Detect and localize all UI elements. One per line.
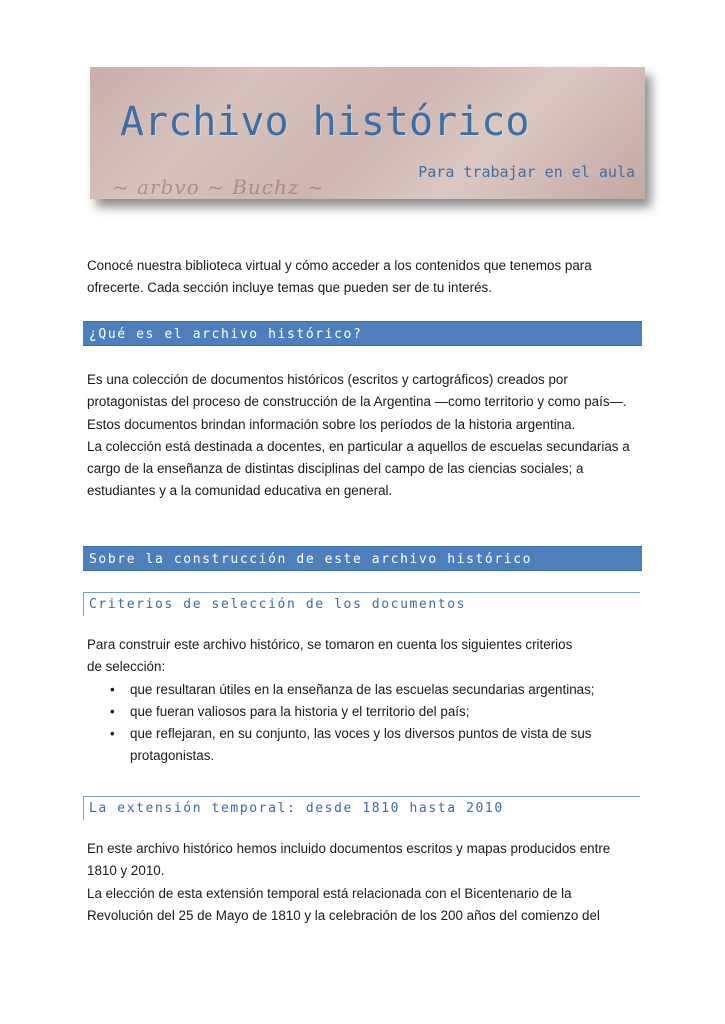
list-item: • que fueran valiosos para la historia y el territorio del país; xyxy=(87,701,647,723)
text-line: La elección de esta extensión temporal está relacionada con el Bicentenario de la xyxy=(87,885,572,901)
header-banner xyxy=(90,67,645,199)
text-line: ofrecerte. Cada sección incluye temas que pueden ser de tu interés. xyxy=(87,280,492,296)
banner-handwriting-decoration: ~ arbvo ~ Buchz ~ xyxy=(112,175,325,199)
list-item: • que reflejaran, en su conjunto, las voces y los diversos puntos de vista de sus xyxy=(87,723,647,745)
banner-title: Archivo histórico xyxy=(120,99,530,145)
text-line: estudiantes y a la comunidad educativa en general. xyxy=(87,483,393,499)
text-line: Es una colección de documentos históricos (escritos y cartográficos) creados por xyxy=(87,372,568,387)
text-line: 1810 y 2010. xyxy=(87,863,165,879)
banner-subtitle: Para trabajar en el aula xyxy=(418,163,635,181)
section-heading-what-is: ¿Qué es el archivo histórico? xyxy=(83,321,642,346)
subheading-time-range: La extensión temporal: desde 1810 hasta 2010 xyxy=(83,796,640,820)
text-line: Revolución del 25 de Mayo de 1810 y la celebración de los 200 años del comienzo del xyxy=(87,907,600,923)
text-line: Para construir este archivo histórico, se tomaron en cuenta los siguientes criterios xyxy=(87,637,573,652)
text-line: Estos documentos brindan información sobre los períodos de la historia argentina. xyxy=(87,416,576,432)
intro-paragraph xyxy=(87,255,647,300)
text-line: de selección: xyxy=(87,659,166,675)
text-line: En este archivo histórico hemos incluido documentos escritos y mapas producidos entre xyxy=(87,841,611,856)
text-line: Conocé nuestra biblioteca virtual y cómo acceder a los contenidos que tenemos para xyxy=(87,258,592,273)
subheading-selection-criteria: Criterios de selección de los documentos xyxy=(83,592,640,616)
criteria-list xyxy=(87,679,647,746)
section1-paragraph xyxy=(87,369,647,503)
text-line: cargo de la enseñanza de distintas disciplinas del campo de las ciencias sociales; a xyxy=(87,461,584,477)
list-item: • que resultaran útiles en la enseñanza de las escuelas secundarias argentinas; xyxy=(87,679,647,701)
time-range-paragraph xyxy=(87,838,647,927)
section-heading-construction: Sobre la construcción de este archivo histórico xyxy=(83,546,642,571)
text-line: protagonistas del proceso de construcción de la Argentina —como territorio y como país—. xyxy=(87,394,627,410)
criteria-paragraph xyxy=(87,634,647,768)
text-line: La colección está destinada a docentes, en particular a aquellos de escuelas secundarias a xyxy=(87,438,630,454)
list-item-continuation: protagonistas. xyxy=(130,748,215,764)
